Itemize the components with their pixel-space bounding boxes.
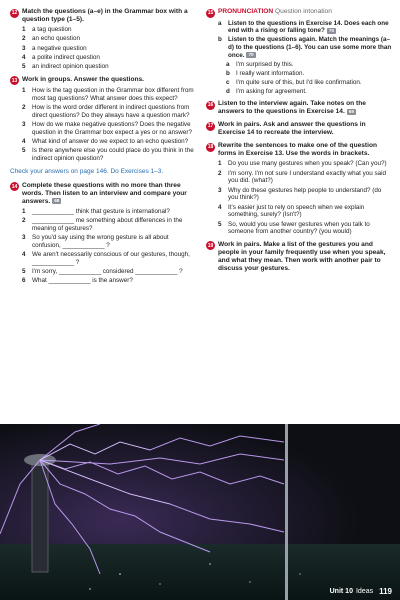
list-item: 2 ____________ me something about differences in the meaning of gestures? [22,217,183,232]
section-title: PRONUNCIATION [218,8,274,15]
exercise-15 [206,8,392,95]
list-item: 1 Do you use many gestures when you speak? (Can you?) [218,160,387,168]
exercise-16 [206,100,392,116]
list-item: 5 Is there anywhere else you could place do you think in the indirect opinion question? [22,147,194,163]
list-item: 4 It's easier just to rely on speech when we explain something, surely? (Isn't?) [218,203,365,219]
list-item: 5 I'm sorry, ____________ considered ____________ ? [22,267,183,275]
list-item: a Listen to the questions in Exercise 14. Does each one end with a rising or falling tone? 70 [218,19,389,35]
exercise-instruction: Complete these questions with no more than three words. Then listen to an interview and compare your answers. [22,181,187,205]
grammar-reference-link[interactable]: Check your answers on page 146. Do Exercises 1–3. [10,167,164,175]
list-item: 4 We aren't necessarily conscious of our gestures, though, ____________ ? [22,250,190,266]
list-item: 4 a polite indirect question [22,53,100,61]
audio-track-icon[interactable]: 69 [348,108,354,114]
list-item: 2 an echo question [22,35,80,43]
section-subtitle: Question intonation [275,8,332,15]
exercise-number-badge: 16 [207,102,214,109]
rewrite-list [206,160,392,235]
exercise-number-badge: 17 [207,123,214,130]
list-item: 3 How do we make negative questions? Does the negative question in the Grammar box expect a yes or no answer? [22,121,192,136]
exercise-instruction: Work in groups. Answer the questions. [22,75,144,83]
list-item: c I'm quite sure of this, but I'd like confirmation. [226,78,362,86]
list-item: 5 an indirect opinion question [22,63,109,71]
list-item: 1 How is the tag question in the Grammar box different from most tag questions? What answer does this expect? [22,87,194,102]
left-column [10,8,194,290]
list-item: 3 So you'd say using the wrong gesture is all about confusion, ____________ ? [22,233,169,249]
exercise-instruction: Rewrite the sentences to make one of the question forms in Exercise 13. Use the words in brackets. [218,142,378,158]
question-type-list [10,26,194,71]
list-item: 6 What ____________ is the answer? [22,277,133,285]
list-item: 5 So, would you use fewer gestures when you talk to someone from another country? (you would) [218,220,370,236]
list-item: b Listen to the questions again. Match the meanings (a–d) to the questions (1–6). You can use some more than once. 70 [218,36,392,59]
coil-tower [32,462,48,572]
page-number: 119 [379,587,392,596]
list-item: 4 What kind of answer do we expect to an echo question? [22,138,189,146]
list-item: 2 How is the word order different in indirect questions from direct questions? Do they always have a question mark? [22,104,190,119]
exercise-17 [206,121,392,137]
exercise-13 [10,76,194,163]
list-item: 3 Why do these gestures help people to understand? (do you think?) [218,186,382,202]
audio-track-icon[interactable]: 70 [328,27,335,33]
list-item: 2 I'm sorry. I'm not sure I understand exactly what you said you did. (what?) [218,169,387,185]
exercise-instruction: Work in pairs. Ask and answer the questions in Exercise 14 to recreate the interview. [218,121,366,137]
exercise-number-badge: 12 [11,9,18,16]
exercise-number-badge: 19 [207,242,214,249]
list-item: a I'm surprised by this. [226,61,294,69]
exercise-instruction: Work in pairs. Make a list of the gestures you and people in your family frequently use when you speak, and what they mean. Then work with another pair to discuss your gestures. [218,240,386,272]
gap-fill-list [10,208,194,285]
list-item: 1 a tag question [22,26,72,34]
unit-label: Unit 10 [329,588,353,595]
exercise-number-badge: 15 [207,9,214,16]
exercise-instruction: Match the questions (a–e) in the Grammar box with a question type (1–5). [22,8,188,24]
exercise-number-badge: 18 [207,144,214,151]
audio-track-icon[interactable]: 68 [54,198,60,204]
list-item: 1 ____________ think that gesture is international? [22,207,170,215]
exercise-12 [10,8,194,71]
list-item: b I really want information. [226,69,305,77]
audio-track-icon[interactable]: 70 [248,52,254,58]
exercise-number-badge: 13 [11,77,18,84]
meaning-list [206,61,392,95]
right-column [206,8,392,278]
exercise-instruction: Listen to the interview again. Take notes on the answers to the questions in Exercise 14. [218,100,366,116]
exercise-14 [10,182,194,285]
tesla-coil-photo [0,424,400,600]
page-footer [330,587,392,596]
ground-pole [285,424,288,600]
exercise-19 [206,241,392,273]
list-item: 3 a negative question [22,44,87,52]
lightning-illustration [0,424,400,600]
list-item: d I'm asking for agreement. [226,87,307,95]
section-label: Ideas [355,588,374,595]
pronunciation-tasks [206,20,392,60]
exercise-18 [206,142,392,235]
exercise-number-badge: 14 [11,183,18,190]
discussion-question-list [10,87,194,162]
